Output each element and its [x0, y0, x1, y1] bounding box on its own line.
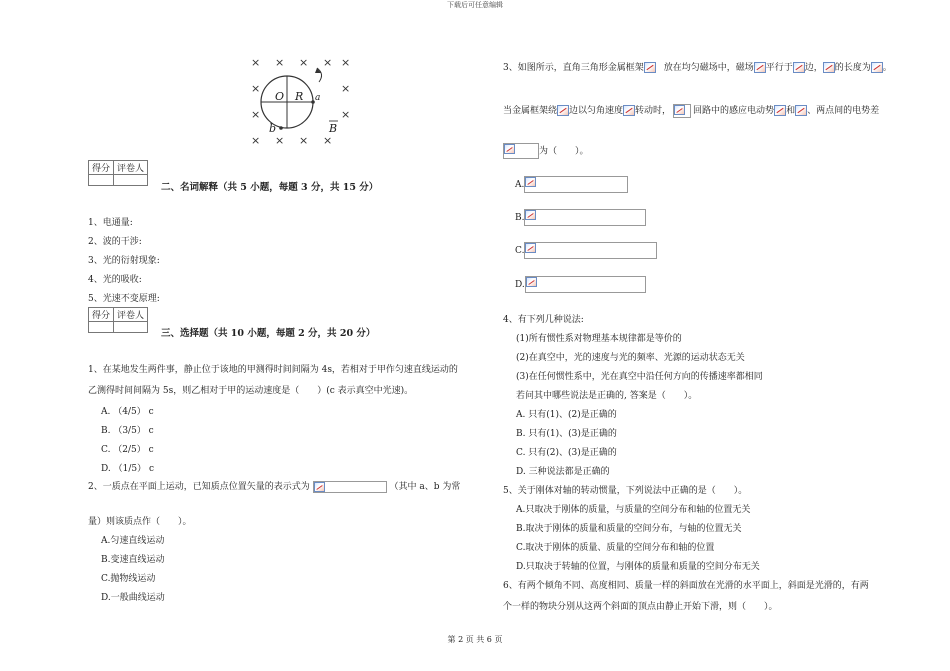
point-b [279, 126, 283, 130]
q4-statement-1: (1)所有惯性系对物理基本规律都是等价的 [516, 334, 682, 344]
q4-option-c[interactable]: C. 只有(2)、(3)是正确的 [516, 448, 617, 458]
q3-text: 转动时， [635, 106, 672, 116]
grader-label: 评卷人 [114, 161, 148, 175]
section3-title: 三、选择题（共 10 小题，每题 2 分，共 20 分） [161, 328, 376, 339]
q2-option-d[interactable]: D.一般曲线运动 [101, 593, 165, 603]
q3-option-c[interactable] [515, 242, 657, 259]
q3-line1 [503, 60, 892, 73]
score-cell[interactable] [89, 322, 114, 333]
q3-text: 3、如图所示，直角三角形金属框架 [503, 63, 644, 73]
q6-line2: 个一样的物块分别从这两个斜面的顶点由静止开始下滑，则（ ）。 [503, 602, 778, 612]
magnetic-field-diagram [245, 52, 355, 147]
q1-line2: 乙测得时间间隔为 5s，则乙相对于甲的运动速度是（ ）(c 表示真空中光速)。 [88, 386, 414, 396]
cross-mark: × [251, 134, 261, 147]
image-icon [314, 482, 325, 492]
cross-mark: × [275, 56, 285, 69]
label-o: O [275, 90, 285, 103]
q2-option-a[interactable]: A.匀速直线运动 [101, 536, 165, 546]
cross-mark: × [299, 134, 309, 147]
q1-option-d[interactable]: D. （1/5） c [101, 464, 155, 474]
grader-cell[interactable] [114, 322, 148, 333]
q4-option-a[interactable]: A. 只有(1)、(2)是正确的 [516, 410, 617, 420]
q5-option-c[interactable]: C.取决于刚体的质量、质量的空间分布和轴的位置 [516, 543, 715, 553]
q5-option-a[interactable]: A.只取决于刚体的质量，与质量的空间分布和轴的位置无关 [516, 505, 751, 515]
option-label: D. [515, 280, 525, 290]
cross-mark: × [275, 134, 285, 147]
cross-mark: × [323, 56, 333, 69]
q3-line2 [503, 103, 879, 118]
image-icon [644, 62, 656, 73]
cross-mark: × [341, 108, 351, 121]
section2-title: 二、名词解释（共 5 小题，每题 3 分，共 15 分） [161, 182, 379, 193]
image-icon [871, 62, 883, 73]
q3-option-b[interactable] [515, 209, 646, 226]
q5-option-b[interactable]: B.取决于刚体的质量和质量的空间分布，与轴的位置无关 [516, 524, 742, 534]
q5-option-d[interactable]: D.只取决于转轴的位置，与刚体的质量和质量的空间分布无关 [516, 562, 760, 572]
formula-image-placeholder [313, 481, 387, 493]
image-icon [623, 105, 635, 116]
q3-text: 放在均匀磁场中，磁场 [663, 63, 754, 73]
q3-line3 [503, 143, 589, 159]
cross-mark: × [251, 82, 261, 95]
cross-mark: × [341, 56, 351, 69]
score-label: 得分 [89, 161, 114, 175]
option-label: A. [515, 180, 525, 190]
q3-text: 和 [786, 106, 796, 116]
cross-mark: × [323, 134, 333, 147]
image-icon [754, 62, 766, 73]
term-item: 1、电通量: [88, 218, 133, 228]
label-a: a [315, 93, 321, 103]
image-placeholder [503, 143, 539, 159]
q3-text: 。 [882, 63, 892, 73]
term-item: 2、波的干涉: [88, 237, 142, 247]
cross-mark: × [251, 108, 261, 121]
q3-text: 回路中的感应电动势 [693, 106, 775, 116]
label-b: b [269, 122, 277, 135]
q4-ask: 若问其中哪些说法是正确的, 答案是（ ）。 [516, 391, 698, 401]
q5-title: 5、关于刚体对轴的转动惯量，下列说法中正确的是（ ）。 [503, 486, 748, 496]
q2-line1 [88, 479, 460, 493]
diagram-svg [245, 52, 355, 147]
image-icon [793, 62, 805, 73]
q3-text: 边以匀角速度 [569, 106, 624, 116]
q2-line1-pre: 2、一质点在平面上运动，已知质点位置矢量的表示式为 [88, 482, 310, 492]
cross-mark: × [341, 82, 351, 95]
image-icon [823, 62, 835, 73]
q3-text: 、两点间的电势差 [807, 106, 880, 116]
q2-option-c[interactable]: C.抛物线运动 [101, 574, 156, 584]
q3-text: 平行于 [765, 63, 793, 73]
q3-text: 为（ ）。 [539, 146, 589, 157]
q2-line2: 量）则该质点作（ ）。 [88, 517, 192, 527]
cross-mark: × [299, 56, 309, 69]
page-footer: 第 2 页 共 6 页 [447, 635, 503, 644]
q2-option-b[interactable]: B.变速直线运动 [101, 555, 165, 565]
option-image-placeholder [524, 209, 646, 226]
q1-option-c[interactable]: C. （2/5） c [101, 445, 154, 455]
cross-mark: × [251, 56, 261, 69]
q4-option-b[interactable]: B. 只有(1)、(3)是正确的 [516, 429, 617, 439]
term-item: 4、光的吸收: [88, 275, 142, 285]
header-note: 下载后可任意编辑 [447, 1, 503, 9]
image-icon [557, 105, 569, 116]
q3-text: 当金属框架绕 [503, 106, 558, 116]
label-r: R [295, 90, 304, 103]
option-image-placeholder [524, 176, 628, 193]
term-item: 3、光的衍射现象: [88, 256, 160, 266]
image-icon [774, 105, 786, 116]
option-label: B. [515, 213, 525, 223]
q4-title: 4、有下列几种说法: [503, 315, 584, 325]
option-label: C. [515, 246, 525, 256]
q4-statement-3: (3)在任何惯性系中，光在真空中沿任何方向的传播速率都相同 [516, 372, 763, 382]
q3-text: 的长度为 [834, 63, 871, 73]
score-label: 得分 [89, 308, 114, 322]
q4-statement-2: (2)在真空中，光的速度与光的频率、光源的运动状态无关 [516, 353, 745, 363]
term-item: 5、光速不变原理: [88, 294, 160, 304]
q1-option-b[interactable]: B. （3/5） c [101, 426, 154, 436]
grader-cell[interactable] [114, 175, 148, 186]
image-icon [795, 105, 807, 116]
q2-line1-post: （其中 a、b 为常 [389, 482, 461, 492]
score-cell[interactable] [89, 175, 114, 186]
q1-line1: 1、在某地发生两件事，静止位于该地的甲测得时间间隔为 4s，若相对于甲作匀速直线运动的 [88, 365, 458, 375]
q3-text: 边， [804, 63, 823, 73]
image-placeholder [673, 104, 691, 118]
grader-label: 评卷人 [114, 308, 148, 322]
score-table-section3 [88, 307, 148, 333]
q4-option-d[interactable]: D. 三种说法都是正确的 [516, 467, 610, 477]
score-table-section2 [88, 160, 148, 186]
q1-option-a[interactable]: A. （4/5） c [101, 407, 154, 417]
q3-option-d[interactable] [515, 276, 646, 293]
label-bvec: B [329, 122, 338, 135]
option-image-placeholder [524, 242, 657, 259]
option-image-placeholder [525, 276, 646, 293]
q3-option-a[interactable] [515, 176, 628, 193]
q6-line1: 6、有两个倾角不同、高度相同、质量一样的斜面放在光滑的水平面上，斜面是光滑的，有两 [503, 581, 869, 591]
